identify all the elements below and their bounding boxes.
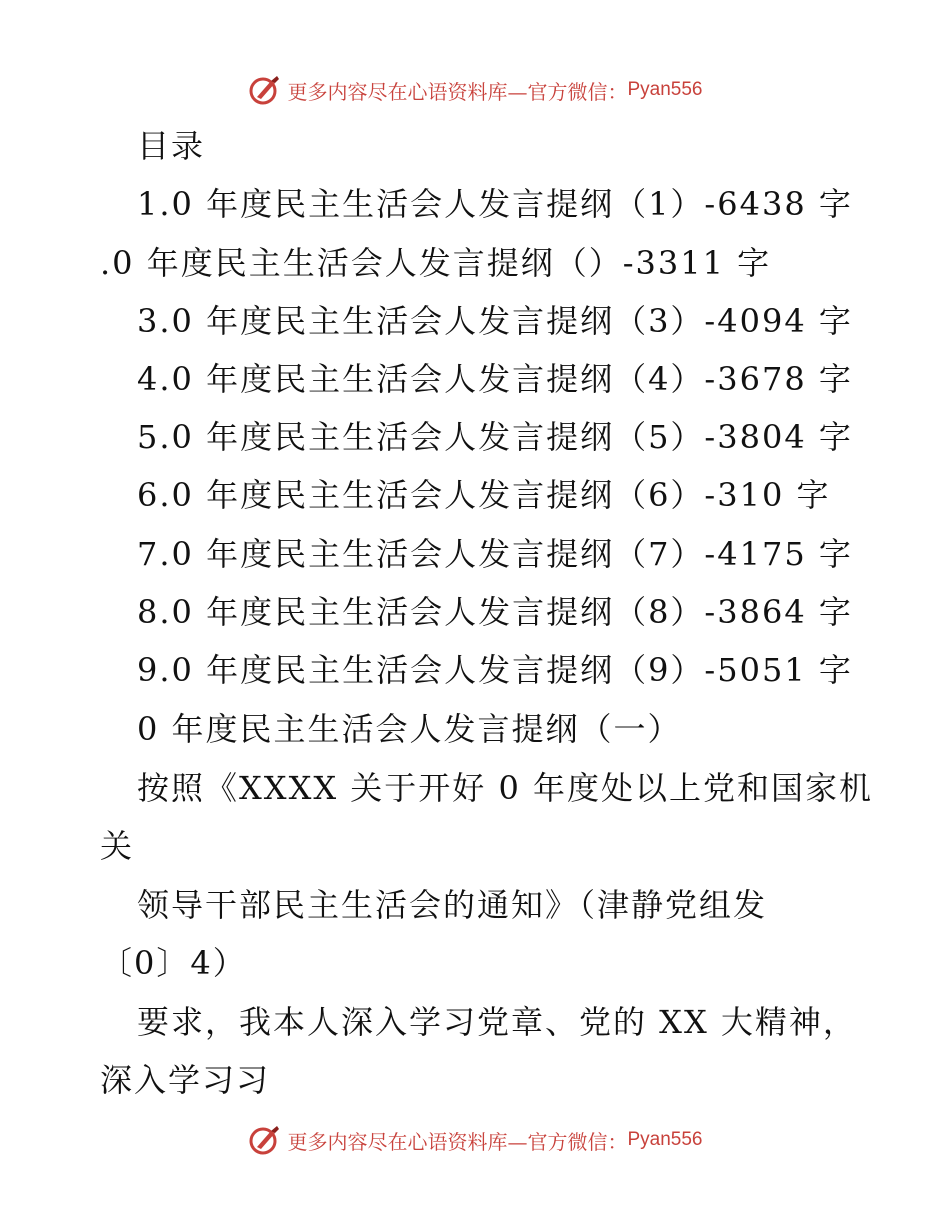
toc-entry-2: .0 年度民主生活会人发言提纲（）-3311 字 [100, 244, 772, 282]
paragraph-line: 深入学习习 [100, 1061, 271, 1099]
paragraph-line: 〔0〕4） [100, 944, 247, 982]
section-heading: 0 年度民主生活会人发言提纲（一） [137, 710, 682, 748]
watermark-text: 更多内容尽在心语资料库—官方微信： [287, 79, 628, 104]
watermark-header [0, 70, 950, 110]
toc-entry-1: 1.0 年度民主生活会人发言提纲（1）-6438 字 [137, 185, 853, 223]
toc-entry-4: 4.0 年度民主生活会人发言提纲（4）-3678 字 [137, 360, 853, 398]
paragraph-line: 关 [100, 827, 135, 865]
toc-entry-7: 7.0 年度民主生活会人发言提纲（7）-4175 字 [137, 535, 853, 573]
toc-title: 目录 [137, 127, 206, 165]
toc-entry-5: 5.0 年度民主生活会人发言提纲（5）-3804 字 [137, 418, 853, 456]
toc-entry-3: 3.0 年度民主生活会人发言提纲（3）-4094 字 [137, 302, 853, 340]
pen-logo-icon [247, 73, 281, 107]
watermark-account: Pyan556 [627, 1129, 703, 1150]
watermark-footer [0, 1120, 950, 1160]
paragraph-line: 领导干部民主生活会的通知》（津静党组发 [137, 886, 768, 924]
watermark-account: Pyan556 [627, 79, 703, 100]
watermark-text: 更多内容尽在心语资料库—官方微信： [287, 1129, 628, 1154]
paragraph-line: 要求，我本人深入学习党章、党的 XX 大精神， [137, 1003, 857, 1041]
pen-logo-icon [247, 1123, 281, 1157]
toc-entry-6: 6.0 年度民主生活会人发言提纲（6）-310 字 [137, 476, 831, 514]
toc-entry-9: 9.0 年度民主生活会人发言提纲（9）-5051 字 [137, 651, 853, 689]
paragraph-line: 按照《XXXX 关于开好 0 年度处以上党和国家机 [137, 769, 874, 807]
toc-entry-8: 8.0 年度民主生活会人发言提纲（8）-3864 字 [137, 593, 853, 631]
